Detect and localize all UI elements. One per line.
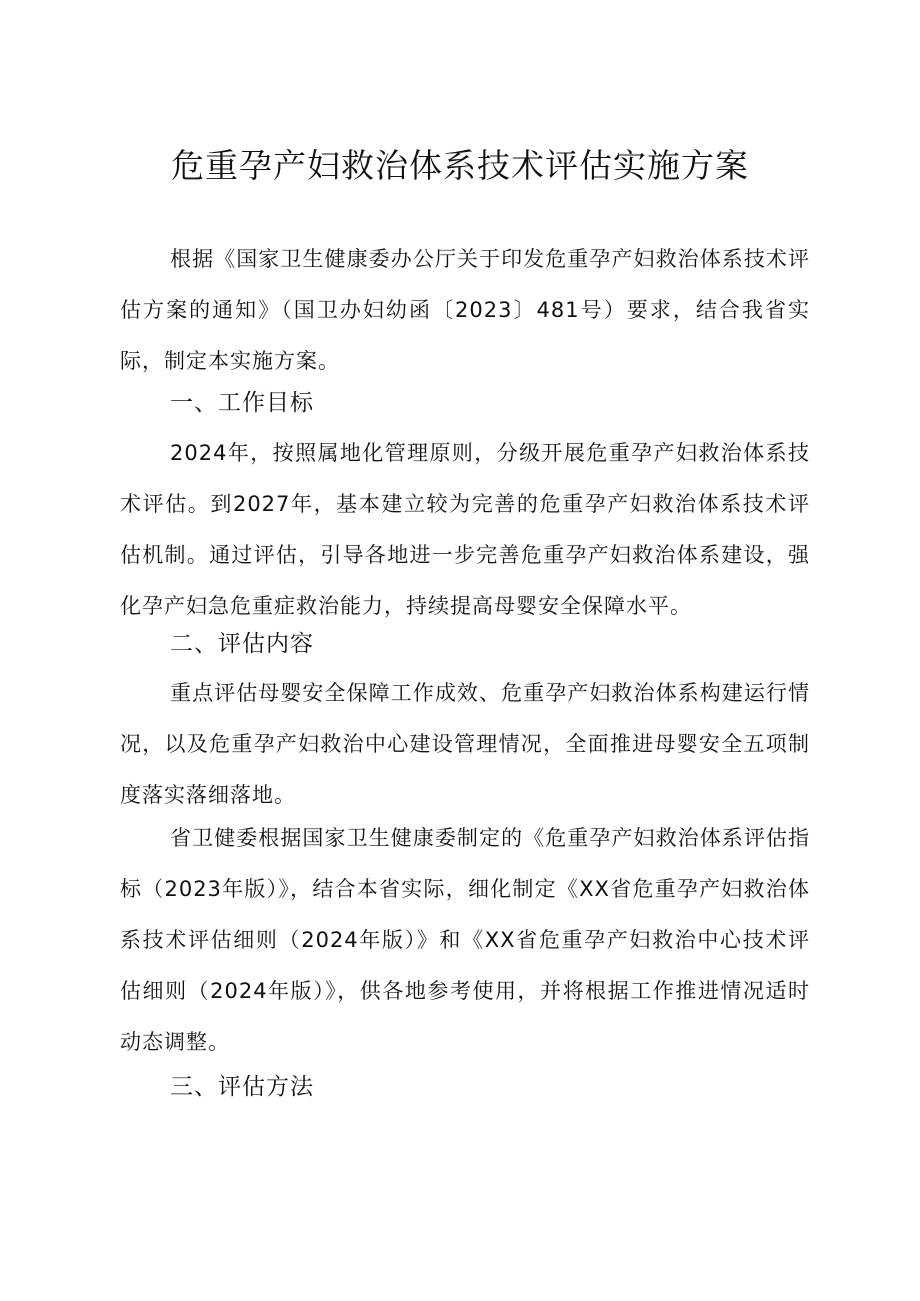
section-heading-content: 二、评估内容	[170, 631, 314, 657]
intro-paragraph: 根据《国家卫生健康委办公厅关于印发危重孕产妇救治体系技术评估方案的通知》（国卫办妇幼函〔2023〕481号）要求，结合我省实际，制定本实施方案。	[120, 247, 810, 373]
section-heading-goals: 一、工作目标	[170, 390, 314, 416]
content-paragraph-1: 重点评估母婴安全保障工作成效、危重孕产妇救治体系构建运行情况，以及危重孕产妇救治中心建设管理情况，全面推进母婴安全五项制度落实落细落地。	[120, 681, 810, 807]
section-heading-methods: 三、评估方法	[170, 1074, 314, 1100]
content-paragraph-2: 省卫健委根据国家卫生健康委制定的《危重孕产妇救治体系评估指标（2023年版）》，结合本省实际，细化制定《XX省危重孕产妇救治体系技术评估细则（2024年版）》和《XX省危重孕产妇救治中心技术评估细则（2024年版）》，供各地参考使用，并将根据工作推进情况适时动态调整。	[120, 826, 810, 1054]
goals-paragraph: 2024年，按照属地化管理原则，分级开展危重孕产妇救治体系技术评估。到2027年，基本建立较为完善的危重孕产妇救治体系技术评估机制。通过评估，引导各地进一步完善危重孕产妇救治体系建设，强化孕产妇急危重症救治能力，持续提高母婴安全保障水平。	[120, 441, 810, 618]
document-title: 危重孕产妇救治体系技术评估实施方案	[171, 146, 749, 185]
